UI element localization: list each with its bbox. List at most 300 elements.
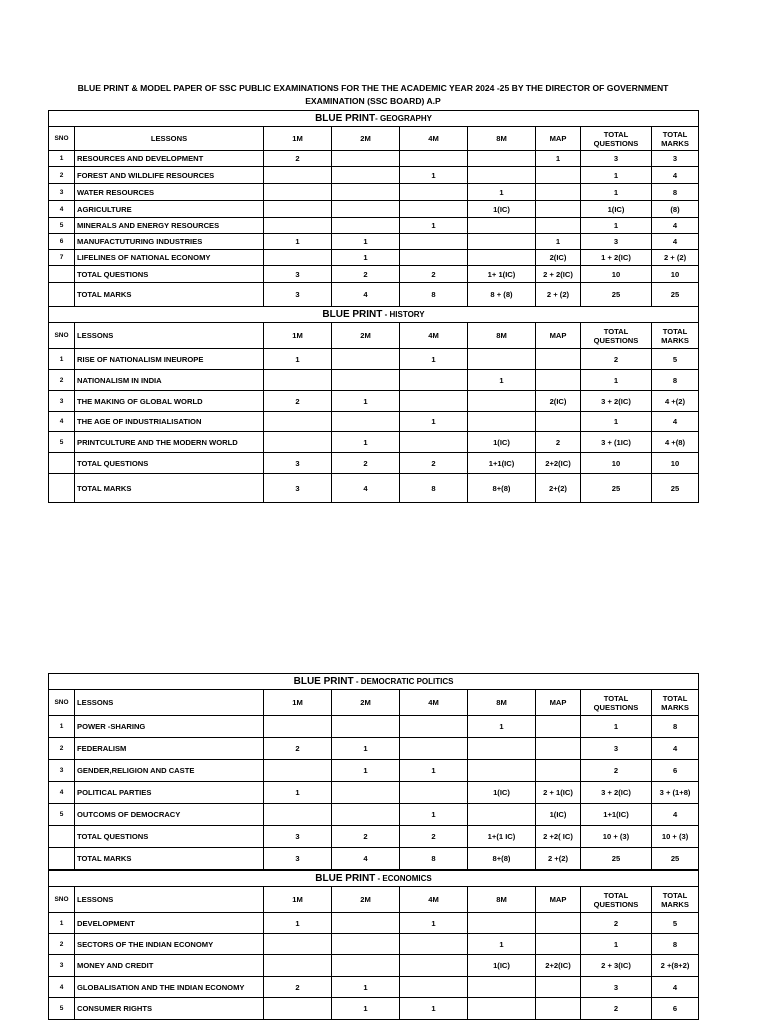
header-line: TOTAL (662, 129, 688, 139)
cell-tq: 3 (581, 151, 652, 167)
cell-m8: 1 (468, 934, 536, 955)
cell-m4: 2 (400, 453, 468, 474)
header-lessons: LESSONS (75, 887, 264, 913)
economics-table (48, 870, 699, 1020)
cell-m1: 2 (264, 738, 332, 760)
cell-m8: 1(IC) (468, 782, 536, 804)
cell-m1: 2 (264, 151, 332, 167)
cell-map: 2+(2) (536, 474, 581, 503)
cell-sno (49, 266, 75, 283)
cell-map: 2 +2( IC) (536, 826, 581, 848)
header-total-marks (652, 690, 699, 716)
header-2m: 2M (332, 690, 400, 716)
cell-m1: 2 (264, 391, 332, 412)
cell-m4 (400, 977, 468, 998)
header-line: QUESTIONS (593, 138, 639, 148)
cell-m1: 3 (264, 266, 332, 283)
header-8m: 8M (468, 323, 536, 349)
header-map: MAP (536, 127, 581, 151)
cell-tq: 2 (581, 913, 652, 934)
cell-tq: 3 + 2(IC) (581, 391, 652, 412)
table-row (49, 234, 699, 250)
cell-tm: 2 +(8+2) (652, 955, 699, 977)
economics-title-main: BLUE PRINT (315, 873, 376, 884)
header-lessons: LESSONS (75, 690, 264, 716)
cell-m1: 3 (264, 283, 332, 307)
cell-m8: 1(IC) (468, 201, 536, 218)
cell-sno: 1 (49, 349, 75, 370)
cell-map: 2 + (2) (536, 283, 581, 307)
header-line: MARKS (661, 335, 689, 345)
cell-sno: 6 (49, 234, 75, 250)
cell-m8 (468, 218, 536, 234)
cell-lessons: RESOURCES AND DEVELOPMENT (75, 151, 264, 167)
cell-tq: 2 (581, 349, 652, 370)
cell-m4: 1 (400, 913, 468, 934)
cell-tm: 2 + (2) (652, 250, 699, 266)
cell-sno (49, 283, 75, 307)
table-row (49, 250, 699, 266)
cell-sno: 3 (49, 760, 75, 782)
cell-tm: 4 (652, 804, 699, 826)
cell-tq: 3 (581, 977, 652, 998)
cell-tq: 1 (581, 167, 652, 184)
cell-m1: 1 (264, 782, 332, 804)
cell-tq: 10 (581, 453, 652, 474)
header-sno: SNO (49, 323, 75, 349)
cell-tm: 10 + (3) (652, 826, 699, 848)
cell-tq: 1 (581, 370, 652, 391)
cell-tq: 25 (581, 848, 652, 870)
cell-lessons: MANUFACTUTURING INDUSTRIES (75, 234, 264, 250)
politics-title-row (49, 674, 699, 690)
cell-tm: 25 (652, 283, 699, 307)
cell-lessons: TOTAL QUESTIONS (75, 453, 264, 474)
cell-tm: 3 + (1+8) (652, 782, 699, 804)
cell-tq: 3 + (1IC) (581, 432, 652, 453)
cell-m4 (400, 432, 468, 453)
cell-m8 (468, 977, 536, 998)
cell-tq: 3 + 2(IC) (581, 782, 652, 804)
header-4m: 4M (400, 887, 468, 913)
cell-sno (49, 826, 75, 848)
cell-m4: 1 (400, 218, 468, 234)
geography-title-main: BLUE PRINT (315, 113, 376, 124)
table-row (49, 283, 699, 307)
cell-tm: 4 +(2) (652, 391, 699, 412)
cell-m1 (264, 432, 332, 453)
table-row (49, 826, 699, 848)
header-total-questions (581, 127, 652, 151)
table-row (49, 738, 699, 760)
cell-sno: 5 (49, 804, 75, 826)
cell-m8: 1(IC) (468, 432, 536, 453)
cell-sno: 1 (49, 716, 75, 738)
cell-tq: 3 (581, 738, 652, 760)
header-map: MAP (536, 323, 581, 349)
cell-map: 2 + 1(IC) (536, 782, 581, 804)
table-row (49, 349, 699, 370)
header-4m: 4M (400, 323, 468, 349)
politics-title-main: BLUE PRINT (293, 676, 354, 687)
header-total-questions (581, 887, 652, 913)
cell-m8 (468, 804, 536, 826)
table-row (49, 167, 699, 184)
header-4m: 4M (400, 690, 468, 716)
document-title-line2: EXAMINATION (SSC BOARD) A.P (305, 96, 441, 106)
cell-lessons: RISE OF NATIONALISM INEUROPE (75, 349, 264, 370)
cell-m4: 1 (400, 998, 468, 1020)
cell-m4 (400, 370, 468, 391)
cell-m8 (468, 349, 536, 370)
header-line: TOTAL (603, 693, 629, 703)
cell-m8: 1+(1 IC) (468, 826, 536, 848)
cell-sno: 4 (49, 412, 75, 432)
cell-sno: 4 (49, 977, 75, 998)
table-row (49, 218, 699, 234)
history-table (48, 306, 699, 503)
cell-m8: 8+(8) (468, 848, 536, 870)
cell-map (536, 913, 581, 934)
header-total-marks (652, 887, 699, 913)
cell-tq: 2 (581, 998, 652, 1020)
cell-lessons: MONEY AND CREDIT (75, 955, 264, 977)
economics-title-row (49, 871, 699, 887)
cell-tq: 2 + 3(IC) (581, 955, 652, 977)
cell-map: 1(IC) (536, 804, 581, 826)
cell-lessons: THE MAKING OF GLOBAL WORLD (75, 391, 264, 412)
cell-sno: 4 (49, 201, 75, 218)
header-line: TOTAL (603, 129, 629, 139)
cell-sno: 2 (49, 370, 75, 391)
table-row (49, 151, 699, 167)
cell-map (536, 167, 581, 184)
cell-tm: 8 (652, 370, 699, 391)
cell-m8: 1 (468, 184, 536, 201)
cell-m4: 1 (400, 804, 468, 826)
history-title-main: BLUE PRINT (322, 309, 383, 320)
cell-map (536, 738, 581, 760)
document-title (48, 82, 698, 108)
cell-sno: 7 (49, 250, 75, 266)
header-line: QUESTIONS (593, 702, 639, 712)
cell-map: 2+2(IC) (536, 453, 581, 474)
cell-m8 (468, 738, 536, 760)
cell-sno: 3 (49, 955, 75, 977)
cell-sno: 1 (49, 151, 75, 167)
header-8m: 8M (468, 690, 536, 716)
table-row (49, 432, 699, 453)
header-line: QUESTIONS (593, 335, 639, 345)
header-line: MARKS (661, 138, 689, 148)
header-line: MARKS (661, 899, 689, 909)
table-row (49, 201, 699, 218)
cell-m1 (264, 998, 332, 1020)
header-4m: 4M (400, 127, 468, 151)
cell-m1 (264, 167, 332, 184)
cell-m4: 8 (400, 283, 468, 307)
cell-m2 (332, 412, 400, 432)
cell-tm: 4 (652, 218, 699, 234)
table-row (49, 370, 699, 391)
cell-m8 (468, 412, 536, 432)
table-row (49, 453, 699, 474)
geography-table (48, 110, 699, 307)
cell-m8 (468, 250, 536, 266)
cell-m1 (264, 218, 332, 234)
header-1m: 1M (264, 323, 332, 349)
cell-tm: 3 (652, 151, 699, 167)
geography-title-row (49, 111, 699, 127)
cell-tm: 10 (652, 266, 699, 283)
header-total-marks (652, 127, 699, 151)
cell-m8 (468, 151, 536, 167)
cell-tq: 10 + (3) (581, 826, 652, 848)
cell-sno: 2 (49, 167, 75, 184)
cell-m1: 3 (264, 453, 332, 474)
table-row (49, 848, 699, 870)
cell-tq: 25 (581, 474, 652, 503)
cell-tq: 1 (581, 934, 652, 955)
cell-m2: 2 (332, 453, 400, 474)
cell-m2 (332, 782, 400, 804)
cell-tq: 1 (581, 184, 652, 201)
table-row (49, 391, 699, 412)
table-row (49, 955, 699, 977)
cell-m4 (400, 234, 468, 250)
cell-map: 1 (536, 151, 581, 167)
cell-m1: 1 (264, 234, 332, 250)
cell-m4 (400, 184, 468, 201)
cell-m1 (264, 250, 332, 266)
cell-m2 (332, 913, 400, 934)
cell-m4: 1 (400, 167, 468, 184)
cell-m8: 1 (468, 716, 536, 738)
header-2m: 2M (332, 887, 400, 913)
cell-m2: 1 (332, 977, 400, 998)
cell-m1: 3 (264, 826, 332, 848)
header-line: TOTAL (603, 326, 629, 336)
cell-tq: 1 (581, 412, 652, 432)
cell-m8: 1(IC) (468, 955, 536, 977)
cell-map (536, 370, 581, 391)
cell-tm: 6 (652, 998, 699, 1020)
cell-map (536, 977, 581, 998)
cell-m2 (332, 370, 400, 391)
cell-tm: 8 (652, 716, 699, 738)
cell-lessons: MINERALS AND ENERGY RESOURCES (75, 218, 264, 234)
cell-m1 (264, 201, 332, 218)
cell-map: 2(IC) (536, 250, 581, 266)
cell-m4 (400, 716, 468, 738)
cell-m8 (468, 913, 536, 934)
cell-tq: 1 (581, 716, 652, 738)
cell-m1: 2 (264, 977, 332, 998)
table-row (49, 934, 699, 955)
header-line: TOTAL (662, 890, 688, 900)
cell-m4: 1 (400, 760, 468, 782)
header-sno: SNO (49, 127, 75, 151)
cell-tq: 25 (581, 283, 652, 307)
cell-tm: 5 (652, 913, 699, 934)
cell-m4 (400, 738, 468, 760)
cell-m4: 8 (400, 848, 468, 870)
cell-tm: 8 (652, 934, 699, 955)
cell-m2: 1 (332, 998, 400, 1020)
header-sno: SNO (49, 690, 75, 716)
cell-m2: 1 (332, 738, 400, 760)
header-total-marks (652, 323, 699, 349)
cell-tm: 4 (652, 738, 699, 760)
cell-map: 2 + 2(IC) (536, 266, 581, 283)
cell-m2: 1 (332, 391, 400, 412)
header-total-questions (581, 323, 652, 349)
cell-lessons: PRINTCULTURE AND THE MODERN WORLD (75, 432, 264, 453)
cell-m1 (264, 370, 332, 391)
history-header-row (49, 323, 699, 349)
cell-map (536, 998, 581, 1020)
table-row (49, 913, 699, 934)
cell-m4: 1 (400, 349, 468, 370)
cell-m2 (332, 349, 400, 370)
cell-tq: 1 (581, 218, 652, 234)
cell-m1 (264, 934, 332, 955)
header-line: MARKS (661, 702, 689, 712)
cell-tq: 1 + 2(IC) (581, 250, 652, 266)
cell-map: 2 (536, 432, 581, 453)
header-line: TOTAL (603, 890, 629, 900)
table-row (49, 782, 699, 804)
cell-map: 2+2(IC) (536, 955, 581, 977)
cell-sno: 5 (49, 218, 75, 234)
cell-tm: 10 (652, 453, 699, 474)
cell-tm: 4 (652, 412, 699, 432)
cell-lessons: SECTORS OF THE INDIAN ECONOMY (75, 934, 264, 955)
cell-tq: 1+1(IC) (581, 804, 652, 826)
cell-m8: 1+1(IC) (468, 453, 536, 474)
cell-lessons: AGRICULTURE (75, 201, 264, 218)
cell-lessons: POWER -SHARING (75, 716, 264, 738)
table-row (49, 184, 699, 201)
table-row (49, 716, 699, 738)
header-line: TOTAL (662, 326, 688, 336)
cell-m2: 4 (332, 474, 400, 503)
header-map: MAP (536, 887, 581, 913)
cell-tm: 4 (652, 977, 699, 998)
cell-sno (49, 848, 75, 870)
cell-tm: 4 (652, 234, 699, 250)
economics-title-sub: - ECONOMICS (375, 874, 432, 883)
cell-lessons: FEDERALISM (75, 738, 264, 760)
cell-sno: 2 (49, 934, 75, 955)
cell-m8 (468, 234, 536, 250)
table-row (49, 760, 699, 782)
cell-lessons: GLOBALISATION AND THE INDIAN ECONOMY (75, 977, 264, 998)
cell-m8 (468, 391, 536, 412)
cell-map (536, 184, 581, 201)
cell-sno: 4 (49, 782, 75, 804)
geography-title (49, 111, 699, 127)
cell-m2 (332, 184, 400, 201)
cell-map: 1 (536, 234, 581, 250)
cell-lessons: TOTAL MARKS (75, 283, 264, 307)
cell-tm: (8) (652, 201, 699, 218)
cell-m1 (264, 804, 332, 826)
cell-map (536, 201, 581, 218)
cell-m2: 2 (332, 266, 400, 283)
cell-m2 (332, 804, 400, 826)
cell-lessons: POLITICAL PARTIES (75, 782, 264, 804)
cell-m2 (332, 955, 400, 977)
cell-m2: 1 (332, 250, 400, 266)
cell-m8: 1+ 1(IC) (468, 266, 536, 283)
cell-m2: 1 (332, 432, 400, 453)
cell-tq: 3 (581, 234, 652, 250)
cell-m4 (400, 955, 468, 977)
geography-header-row (49, 127, 699, 151)
cell-lessons: FOREST AND WILDLIFE RESOURCES (75, 167, 264, 184)
cell-m4: 8 (400, 474, 468, 503)
cell-map: 2(IC) (536, 391, 581, 412)
politics-title-sub: - DEMOCRATIC POLITICS (353, 677, 454, 686)
header-line: TOTAL (662, 693, 688, 703)
cell-lessons: TOTAL MARKS (75, 474, 264, 503)
cell-m8 (468, 760, 536, 782)
cell-m1 (264, 716, 332, 738)
cell-m4 (400, 151, 468, 167)
cell-tm: 5 (652, 349, 699, 370)
cell-m1 (264, 955, 332, 977)
table-row (49, 977, 699, 998)
header-total-questions (581, 690, 652, 716)
cell-lessons: OUTCOMS OF DEMOCRACY (75, 804, 264, 826)
cell-m2: 2 (332, 826, 400, 848)
cell-m4: 1 (400, 412, 468, 432)
cell-m2 (332, 151, 400, 167)
cell-sno (49, 474, 75, 503)
cell-tq: 1(IC) (581, 201, 652, 218)
cell-map (536, 934, 581, 955)
politics-title (49, 674, 699, 690)
header-2m: 2M (332, 127, 400, 151)
table-row (49, 266, 699, 283)
header-1m: 1M (264, 127, 332, 151)
cell-tm: 6 (652, 760, 699, 782)
history-title (49, 307, 699, 323)
cell-m4 (400, 782, 468, 804)
cell-lessons: DEVELOPMENT (75, 913, 264, 934)
cell-m2 (332, 201, 400, 218)
header-2m: 2M (332, 323, 400, 349)
cell-m2 (332, 934, 400, 955)
document-title-line1: BLUE PRINT & MODEL PAPER OF SSC PUBLIC EXAMINATIONS FOR THE THE ACADEMIC YEAR 2024 -25 BY THE DIRECTOR OF GOVERNMENT (77, 83, 669, 93)
cell-m8: 1 (468, 370, 536, 391)
cell-m1: 3 (264, 848, 332, 870)
cell-m1: 3 (264, 474, 332, 503)
cell-m1 (264, 760, 332, 782)
cell-map (536, 716, 581, 738)
cell-m4: 2 (400, 266, 468, 283)
cell-sno: 2 (49, 738, 75, 760)
cell-m4 (400, 201, 468, 218)
economics-title (49, 871, 699, 887)
cell-m4: 2 (400, 826, 468, 848)
header-8m: 8M (468, 127, 536, 151)
cell-sno (49, 453, 75, 474)
cell-map (536, 349, 581, 370)
header-line: QUESTIONS (593, 899, 639, 909)
cell-sno: 5 (49, 998, 75, 1020)
